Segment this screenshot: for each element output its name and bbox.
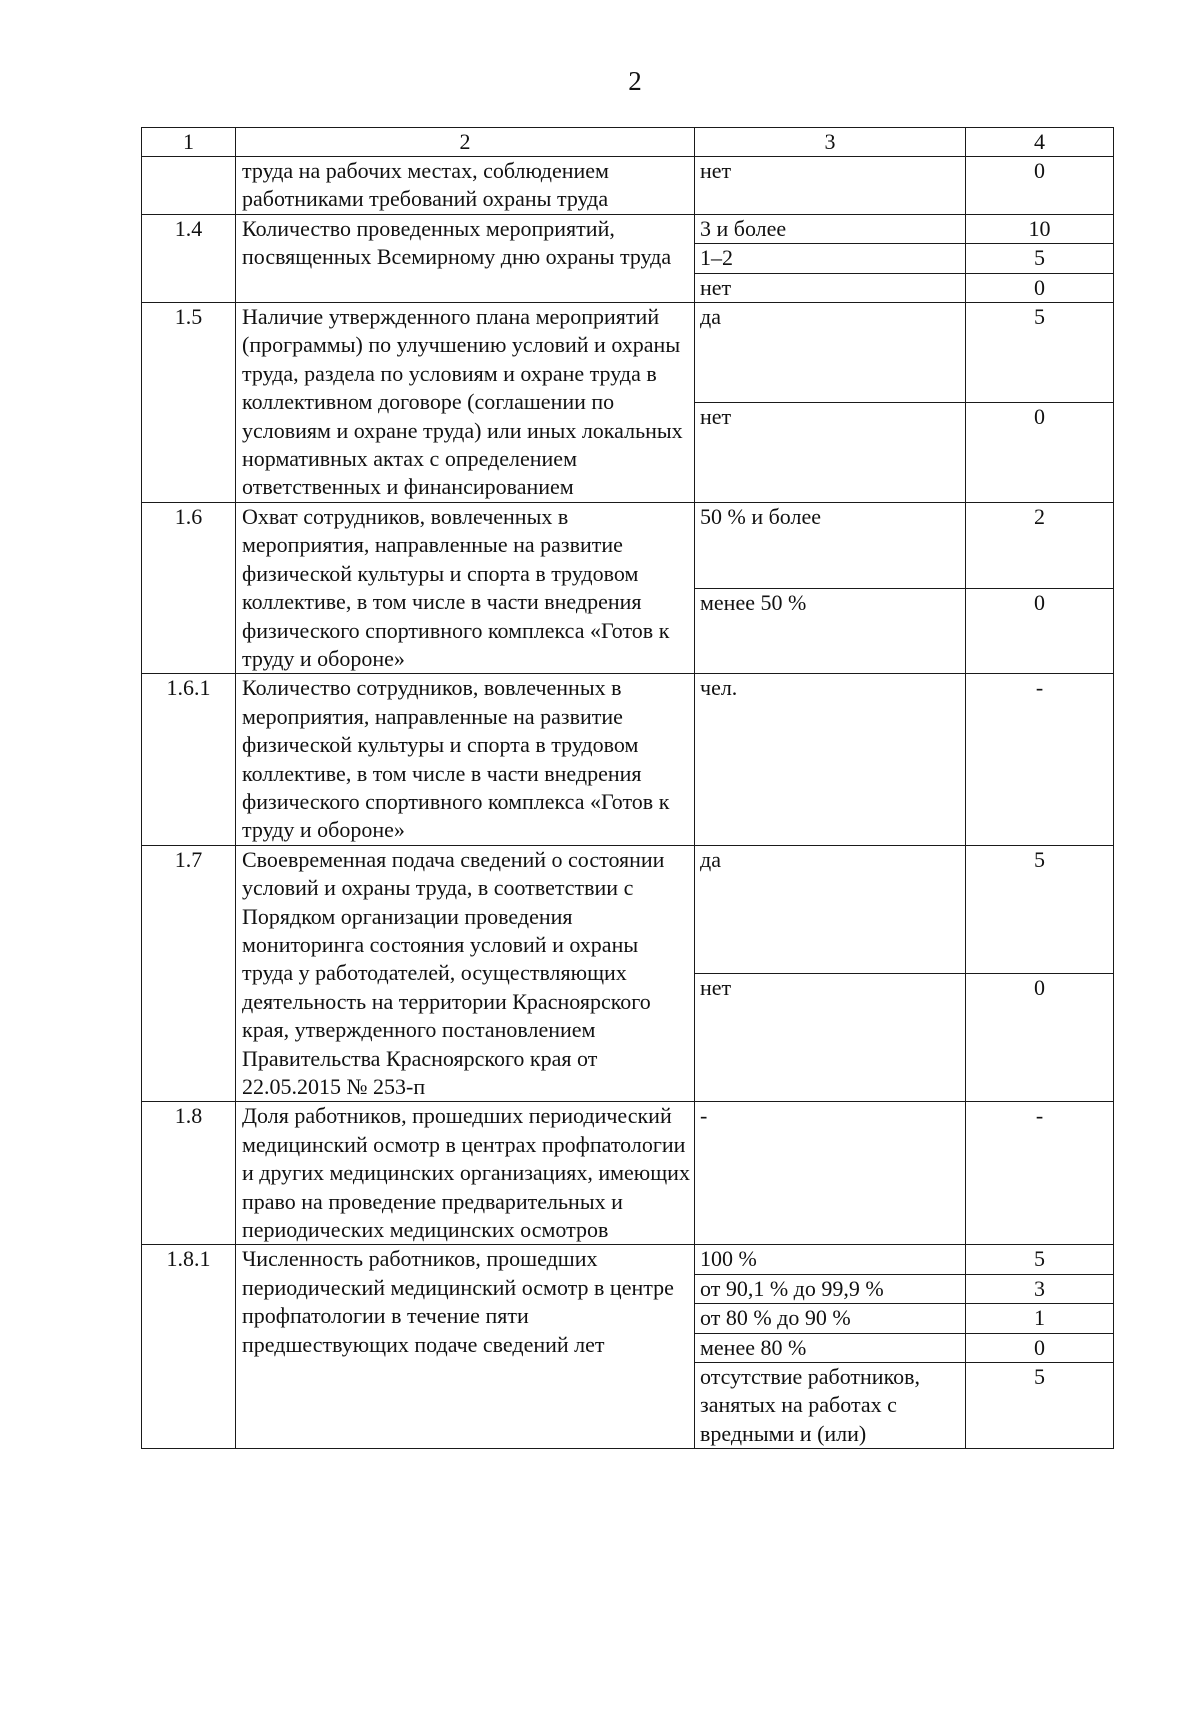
table-row <box>142 502 1114 588</box>
option-score: 5 <box>966 845 1114 973</box>
option-score: 0 <box>966 273 1114 302</box>
table-row <box>142 303 1114 403</box>
table-row <box>142 845 1114 973</box>
row-number: 1.7 <box>142 845 236 1102</box>
option-score: 0 <box>966 402 1114 502</box>
option-score: 1 <box>966 1304 1114 1333</box>
option-label: отсутствие работников, занятых на работах с вредными и (или) <box>695 1363 966 1449</box>
row-number <box>142 157 236 215</box>
row-number: 1.8.1 <box>142 1245 236 1449</box>
row-description: Численность работников, прошедших периодический медицинский осмотр в центре профпатологии в течение пяти предшествующих подаче сведений лет <box>236 1245 695 1449</box>
option-score: 0 <box>966 588 1114 674</box>
option-score: 5 <box>966 303 1114 403</box>
option-score: 5 <box>966 1245 1114 1274</box>
option-label: нет <box>695 402 966 502</box>
option-score: 5 <box>966 244 1114 273</box>
option-score: - <box>966 1102 1114 1245</box>
option-score: - <box>966 674 1114 845</box>
row-number: 1.8 <box>142 1102 236 1245</box>
page-number: 2 <box>628 66 642 96</box>
row-description: Охват сотрудников, вовлеченных в мероприятия, направленные на развитие физической культуры и спорта в трудовом коллективе, в том числе в части внедрения физического спортивного комплекса «Готов к труду и обороне» <box>236 502 695 673</box>
row-description: Количество проведенных мероприятий, посвященных Всемирному дню охраны труда <box>236 214 695 302</box>
option-label: 100 % <box>695 1245 966 1274</box>
row-number: 1.4 <box>142 214 236 302</box>
table-row <box>142 1102 1114 1245</box>
table-row <box>142 157 1114 215</box>
header-col-1: 1 <box>142 128 236 157</box>
option-score: 2 <box>966 502 1114 588</box>
option-label: нет <box>695 273 966 302</box>
option-label: нет <box>695 974 966 1102</box>
row-description: Количество сотрудников, вовлеченных в мероприятия, направленные на развитие физической культуры и спорта в трудовом коллективе, в том числе в части внедрения физического спортивного комплекса «Готов к труду и обороне» <box>236 674 695 845</box>
option-score: 0 <box>966 157 1114 215</box>
option-label: чел. <box>695 674 966 845</box>
row-number: 1.5 <box>142 303 236 503</box>
row-number: 1.6 <box>142 502 236 673</box>
option-label: 50 % и более <box>695 502 966 588</box>
table-row <box>142 1245 1114 1274</box>
option-label: да <box>695 303 966 403</box>
row-description: труда на рабочих местах, соблюдением работниками требований охраны труда <box>236 157 695 215</box>
option-score: 3 <box>966 1274 1114 1303</box>
header-col-4: 4 <box>966 128 1114 157</box>
header-col-2: 2 <box>236 128 695 157</box>
option-label: от 90,1 % до 99,9 % <box>695 1274 966 1303</box>
option-score: 0 <box>966 1333 1114 1362</box>
option-score: 10 <box>966 214 1114 243</box>
option-label: нет <box>695 157 966 215</box>
row-description: Своевременная подача сведений о состоянии условий и охраны труда, в соответствии с Порядком организации проведения мониторинга состояния условий и охраны труда у работодателей, осуществляющих деятельность на территории Красноярского края, утвержденного постановлением Правительства Красноярского края от 22.05.2015 № 253-п <box>236 845 695 1102</box>
option-score: 5 <box>966 1363 1114 1449</box>
table-row <box>142 674 1114 845</box>
option-label: менее 80 % <box>695 1333 966 1362</box>
option-label: 1–2 <box>695 244 966 273</box>
option-score: 0 <box>966 974 1114 1102</box>
option-label: от 80 % до 90 % <box>695 1304 966 1333</box>
row-description: Доля работников, прошедших периодический медицинский осмотр в центрах профпатологии и других медицинских организациях, имеющих право на проведение предварительных и периодических медицинских осмотров <box>236 1102 695 1245</box>
table-row <box>142 214 1114 243</box>
table-header-row <box>142 128 1114 157</box>
row-description: Наличие утвержденного плана мероприятий (программы) по улучшению условий и охраны труда, раздела по условиям и охране труда в коллективном договоре (соглашении по условиям и охране труда) или иных локальных нормативных актах с определением ответственных и финансированием <box>236 303 695 503</box>
option-label: 3 и более <box>695 214 966 243</box>
criteria-table <box>141 127 1114 1449</box>
header-col-3: 3 <box>695 128 966 157</box>
row-number: 1.6.1 <box>142 674 236 845</box>
option-label: - <box>695 1102 966 1245</box>
option-label: да <box>695 845 966 973</box>
option-label: менее 50 % <box>695 588 966 674</box>
